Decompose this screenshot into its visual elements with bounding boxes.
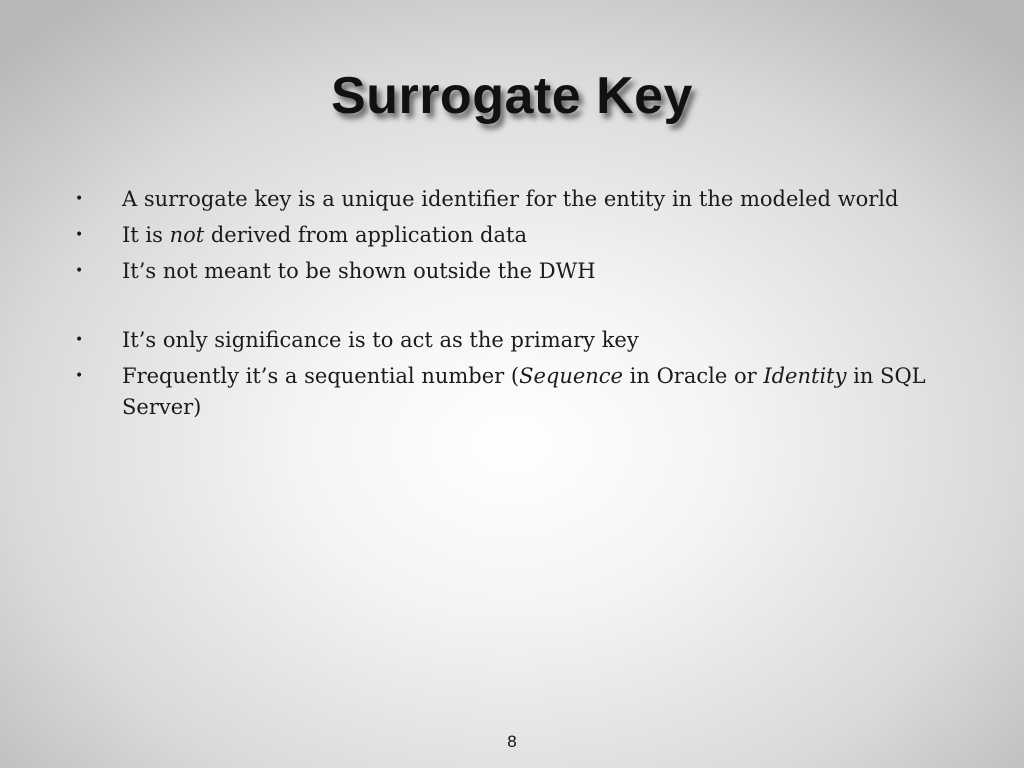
emphasis-text: Identity [763, 364, 847, 388]
bullet-text: A surrogate key is a unique identifier for the entity in the modeled world [122, 187, 899, 211]
bullet-text: It is [122, 223, 170, 247]
bullet-text: It’s only significance is to act as the primary key [122, 328, 639, 352]
page-number: 8 [507, 732, 517, 751]
bullet-item [72, 361, 972, 423]
bullet-text: Frequently it’s a sequential number ( [122, 364, 520, 388]
bullet-icon: • [75, 368, 84, 384]
bullet-icon: • [75, 263, 84, 279]
bullet-text: derived from application data [204, 223, 527, 247]
bullet-text: It’s not meant to be shown outside the DWH [122, 259, 596, 283]
bullet-icon: • [75, 227, 84, 243]
bullet-text: in Oracle or [623, 364, 764, 388]
bullet-icon: • [75, 191, 84, 207]
bullet-item [72, 220, 972, 251]
emphasis-text: not [169, 223, 205, 247]
bullet-list [72, 184, 972, 428]
slide-title: Surrogate Key [331, 67, 693, 125]
bullet-item [72, 325, 972, 356]
bullet-item [72, 256, 972, 287]
bullet-text: in SQL Server) [122, 364, 926, 419]
bullet-icon: • [75, 332, 84, 348]
bullet-item [72, 184, 972, 215]
emphasis-text: Sequence [519, 364, 623, 388]
